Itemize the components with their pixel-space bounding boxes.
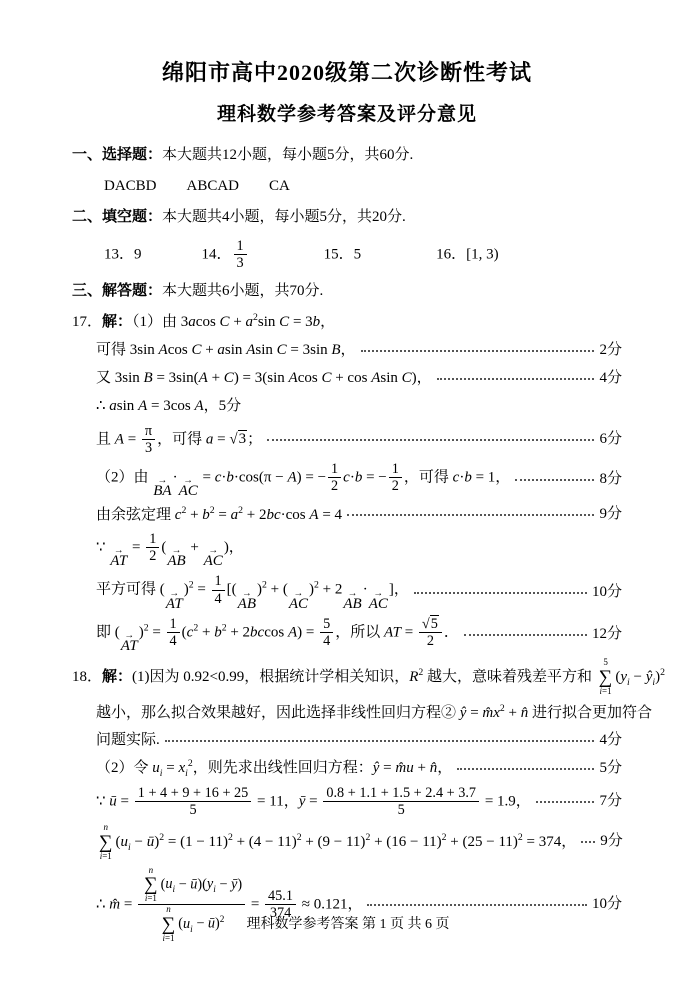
- content-line: [72, 785, 622, 819]
- score-label: 4分: [599, 732, 622, 749]
- dotted-leader: [347, 514, 594, 516]
- content-line: [72, 423, 622, 457]
- dotted-leader: [464, 634, 587, 636]
- dotted-leader: [437, 378, 595, 380]
- line-text: ∵ ū = $\frac{1 + 4 + 9 + 16 + 25}{5}$ = 11，ȳ = $\frac{0.8 + 1.1 + 1.5 + 2.4 + 3.7}{5}$ = 1.9，: [96, 785, 531, 819]
- content-line: [72, 823, 622, 862]
- line-text: 又 3sin B = 3sin(A + C) = 3(sin Acos C + cos Asin C)，: [96, 369, 432, 386]
- dotted-leader: [165, 740, 595, 742]
- content-line: [72, 144, 622, 168]
- line-text: ∴ m̂ = n ∑ i=1 ($u_i$ − $ū)(y_i$ − ȳ) n ∑ i=1 ($u_i$ − ū)$^2$ = $\frac{45.1}{374}$ ≈ 0.121，: [96, 864, 363, 944]
- content-line: [72, 616, 622, 654]
- score-label: 4分: [599, 369, 622, 386]
- score-label: 5分: [599, 760, 622, 777]
- line-text: 13．9 14． $\frac{1}{3}$ 15．5 16．[1, 3): [104, 238, 499, 272]
- content-line: [72, 367, 622, 391]
- content-line: [72, 573, 622, 611]
- content-line: [72, 238, 622, 272]
- line-text: 二、填空题：本大题共4小题，每小题5分，共20分.: [72, 209, 406, 226]
- content-line: [72, 339, 622, 363]
- score-label: 6分: [599, 430, 622, 447]
- line-text: n ∑ i=1 ($u_i$ − ū)$^2$ = $(1 - 11)^2 + (4 - 11)^2 + (9 - 11)^2 + (16 - 11)^2 + (25 - 11)^2 = 374$，: [99, 821, 577, 861]
- dotted-leader: [367, 904, 587, 906]
- line-text: 可得 3sin Acos C + asin Asin C = 3sin B，: [96, 341, 356, 358]
- line-text: （2）令 $u_i = x_i^2$，则先求出线性回归方程：ŷ = m̂u + n̂，: [96, 757, 453, 779]
- line-text: 且 A = $\frac{\pi}{3}$ ，可得 a = √3；: [96, 422, 263, 457]
- line-text: 即 ( → AT )$^2$ = $\frac{1}{4}$ ($c^2 + b^2 + 2bccos$ A) = $\frac{5}{4}$ ，所以 AT = $\frac{√5}{2}$ ．: [96, 615, 459, 655]
- content-line: [72, 395, 622, 419]
- score-label: 10分: [591, 583, 622, 600]
- content-line: [72, 701, 653, 725]
- content-line: [72, 280, 622, 304]
- line-text: 一、选择题：本大题共12小题，每小题5分，共60分.: [72, 147, 414, 164]
- line-text: ∵ → AT = $\frac{1}{2}$ ( → AB + → AC )，: [96, 530, 244, 570]
- line-text: ∴ asin A = 3cos A，5分: [96, 397, 242, 414]
- page-title: 绵阳市高中2020级第二次诊断性考试: [161, 60, 532, 85]
- content-lines: [72, 144, 665, 944]
- content-line: [72, 531, 622, 569]
- line-text: 问题实际.: [96, 732, 160, 749]
- dotted-leader: [267, 439, 594, 441]
- content-line: [72, 175, 622, 199]
- score-label: 2分: [599, 341, 622, 358]
- line-text: 17．解：（1）由 3acos $C + a^2\sin$ C = 3b，: [72, 312, 336, 331]
- line-text: （2）由 → BA · → AC = c·b·cos(π − A) = − $\frac{1}{2}$ c·b = − $\frac{1}{2}$ ，可得 c·b = 1，: [96, 460, 511, 499]
- line-text: 平方可得 ( → AT )$^2$ = $\frac{1}{4}$ [( → AB )$^2$ + ( → AC )$^2$ + 2 → AB · → AC ]，: [96, 573, 409, 612]
- score-label: 9分: [600, 833, 623, 850]
- dotted-leader: [361, 350, 595, 352]
- dotted-leader: [536, 801, 595, 803]
- score-label: 9分: [599, 506, 622, 523]
- line-text: 三、解答题：本大题共6小题，共70分.: [72, 282, 324, 299]
- content-line: [72, 657, 665, 697]
- score-label: 7分: [599, 793, 622, 810]
- line-text: DACBD ABCAD CA: [104, 178, 290, 195]
- content-line: [72, 503, 622, 527]
- dotted-leader: [457, 768, 594, 770]
- score-label: 10分: [591, 895, 622, 912]
- content-line: [72, 311, 622, 335]
- page-footer: 理科数学参考答案 第 1 页 共 6 页: [246, 917, 450, 932]
- dotted-leader: [414, 592, 587, 594]
- dotted-leader: [515, 479, 594, 481]
- page-subtitle: 理科数学参考答案及评分意见: [216, 104, 477, 125]
- dotted-leader: [581, 841, 595, 843]
- content-line: [72, 729, 622, 753]
- content-line: [72, 757, 622, 781]
- score-label: 12分: [591, 626, 622, 643]
- content-line: [72, 206, 622, 230]
- line-text: 越小，那么拟合效果越好，因此选择非线性回归方程② ŷ = $m̂x^2$ + n̂ 进行拟合更加符合: [96, 702, 653, 721]
- line-text: 由余弦定理 $c^2 + b^2 = a^2 + 2bc\cdot\cos$ A = 4: [96, 504, 343, 523]
- score-label: 8分: [599, 470, 622, 487]
- line-text: 18．解：(1)因为 0.92<0.99，根据统计学相关知识，$R^2$ 越大，意味着残差平方和 5 ∑ i=1 ($y_i$ − $ŷ_i)^2$: [72, 657, 665, 697]
- content-line: [72, 461, 622, 499]
